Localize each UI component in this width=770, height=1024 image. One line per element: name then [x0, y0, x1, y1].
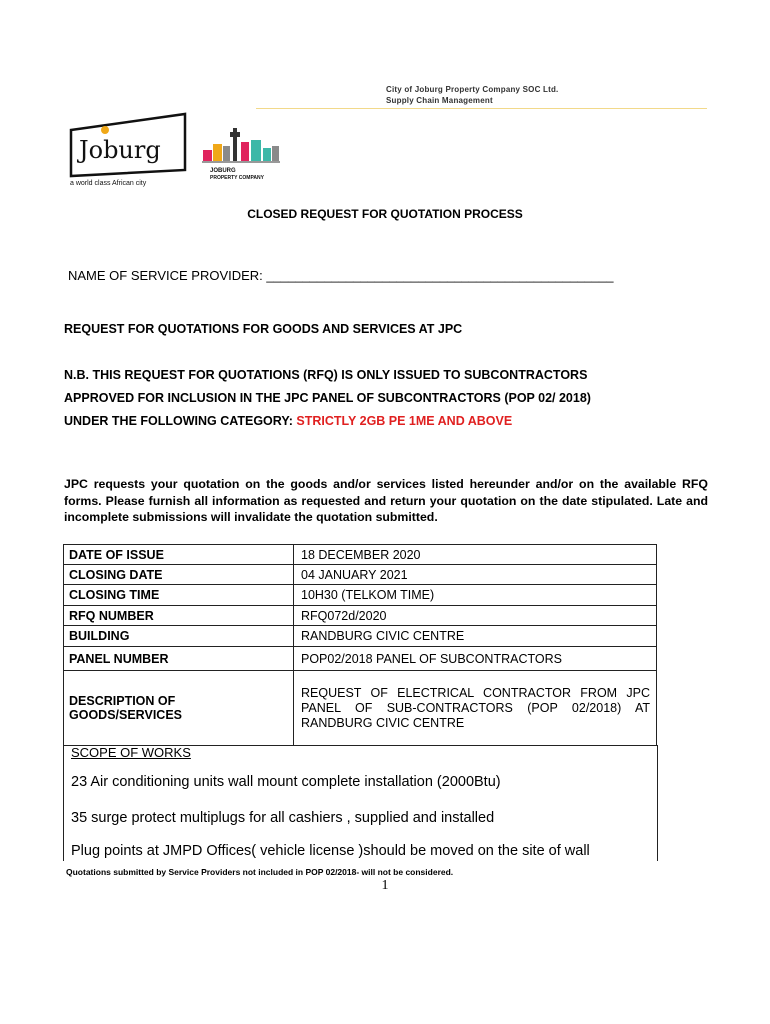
joburg-logo-tagline: a world class African city	[70, 180, 147, 187]
building-value: RANDBURG CIVIC CENTRE	[294, 626, 657, 647]
intro-paragraph: JPC requests your quotation on the goods and/or services listed hereunder and/or on the available RFQ forms. Please furnish all information as requested and return your quotation on the date stipulated. Late and incomplete submissions will invalidate the quotation submitted.	[64, 477, 708, 524]
closing-time-label: CLOSING TIME	[64, 585, 294, 606]
panel-number-value: POP02/2018 PANEL OF SUBCONTRACTORS	[294, 647, 657, 671]
nb-line-2: APPROVED FOR INCLUSION IN THE JPC PANEL OF SUBCONTRACTORS (POP 02/ 2018)	[64, 391, 591, 405]
letterhead	[386, 84, 558, 106]
scope-item: 35 surge protect multiplugs for all cashiers , supplied and installed	[71, 810, 495, 826]
company-name: City of Joburg Property Company SOC Ltd.	[386, 85, 559, 94]
table-row	[64, 545, 657, 565]
page-number: 1	[381, 878, 389, 893]
document-title: CLOSED REQUEST FOR QUOTATION PROCESS	[247, 207, 523, 221]
description-label-line-2: GOODS/SERVICES	[69, 708, 182, 722]
rfq-number-value: RFQ072d/2020	[294, 606, 657, 626]
nb-line-1: N.B. THIS REQUEST FOR QUOTATIONS (RFQ) IS ONLY ISSUED TO SUBCONTRACTORS	[64, 368, 588, 382]
scope-heading: SCOPE OF WORKS	[71, 745, 191, 760]
nb-line-3	[64, 414, 512, 428]
description-label	[64, 671, 294, 746]
category-prefix: UNDER THE FOLLOWING CATEGORY:	[64, 414, 293, 428]
date-of-issue-label: DATE OF ISSUE	[64, 545, 294, 565]
footnote: Quotations submitted by Service Providers not included in POP 02/2018- will not be considered.	[66, 867, 454, 877]
table-row	[64, 647, 657, 671]
category-value: STRICTLY 2GB PE 1ME AND ABOVE	[296, 414, 513, 428]
building-label: BUILDING	[64, 626, 294, 647]
panel-number-label: PANEL NUMBER	[64, 647, 294, 671]
date-of-issue-value: 18 DECEMBER 2020	[294, 545, 657, 565]
scope-item: 23 Air conditioning units wall mount complete installation (2000Btu)	[71, 774, 501, 790]
description-value: REQUEST OF ELECTRICAL CONTRACTOR FROM JPC PANEL OF SUB-CONTRACTORS (POP 02/2018) AT RANDBURG CIVIC CENTRE	[294, 671, 657, 746]
table-row	[64, 626, 657, 647]
rfq-details-table	[63, 544, 657, 746]
scope-item: Plug points at JMPD Offices( vehicle license )should be moved on the site of wall	[71, 843, 590, 859]
scope-of-works	[63, 745, 658, 861]
closing-time-value: 10H30 (TELKOM TIME)	[294, 585, 657, 606]
closing-date-label: CLOSING DATE	[64, 565, 294, 585]
table-row	[64, 606, 657, 626]
rfq-heading: REQUEST FOR QUOTATIONS FOR GOODS AND SERVICES AT JPC	[64, 322, 463, 336]
header-divider	[256, 108, 707, 109]
joburg-logo	[67, 112, 191, 188]
jpc-logo-line1: JOBURG	[210, 168, 236, 174]
jpc-logo	[200, 120, 282, 184]
joburg-logo-text: Joburg	[79, 136, 161, 164]
closing-date-value: 04 JANUARY 2021	[294, 565, 657, 585]
table-row	[64, 585, 657, 606]
description-label-line-1: DESCRIPTION OF	[69, 694, 176, 708]
service-provider-line	[68, 268, 613, 283]
table-row	[64, 671, 657, 746]
jpc-logo-line2: PROPERTY COMPANY	[210, 175, 264, 181]
service-provider-field[interactable]: ________________________________________________	[266, 268, 614, 283]
department-name: Supply Chain Management	[386, 96, 493, 105]
service-provider-label: NAME OF SERVICE PROVIDER:	[68, 268, 263, 283]
table-row	[64, 565, 657, 585]
rfq-number-label: RFQ NUMBER	[64, 606, 294, 626]
